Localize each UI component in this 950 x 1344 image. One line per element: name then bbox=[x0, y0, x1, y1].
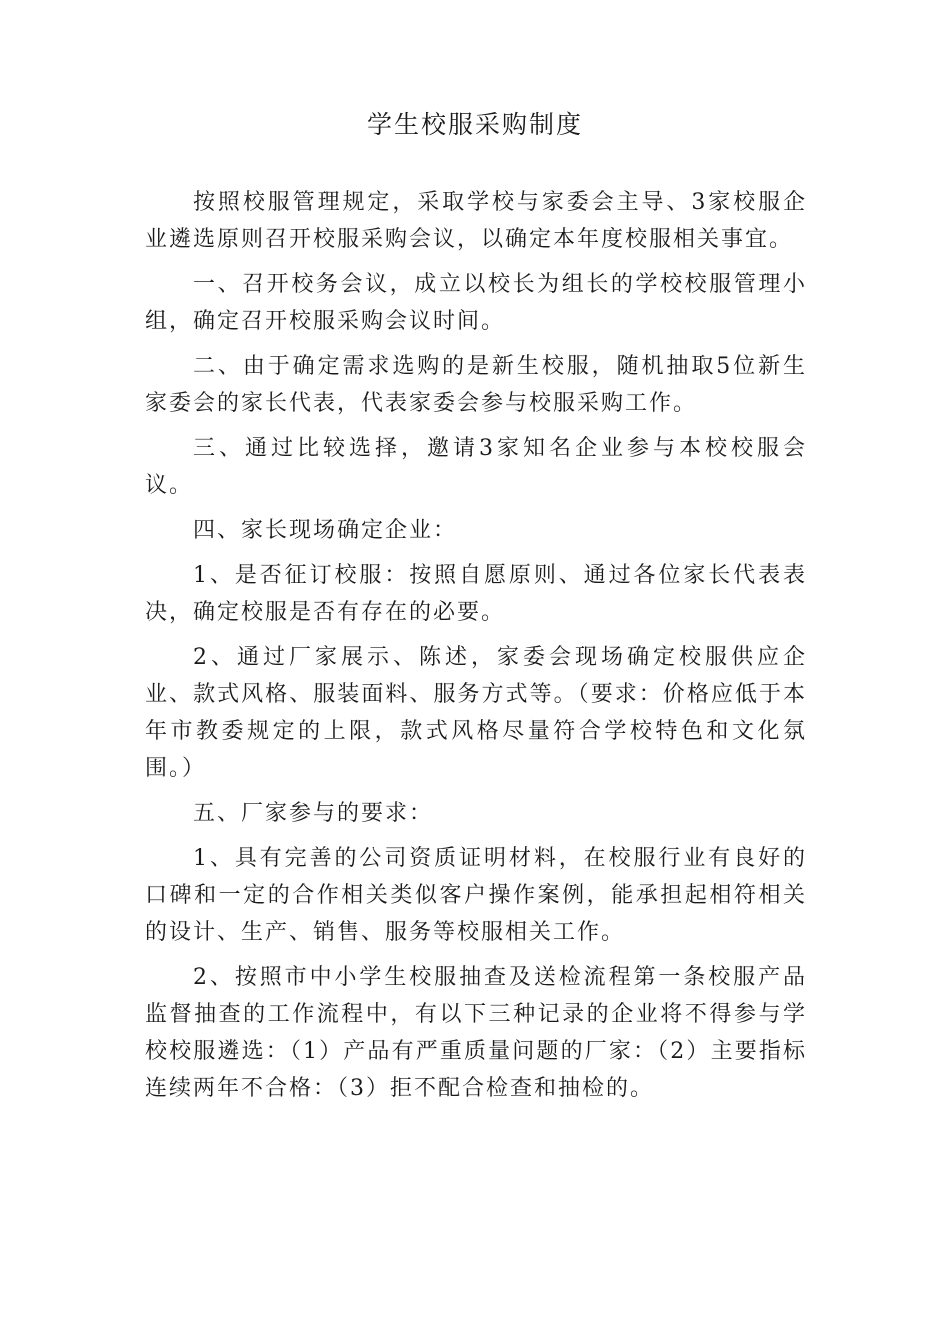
paragraph-section-4-heading: 四、家长现场确定企业： bbox=[193, 518, 458, 543]
paragraph-intro: 按照校服管理规定，采取学校与家委会主导、3家校服企业遴选原则召开校服采购会议，以确定本年度校服相关事宜。 bbox=[145, 190, 807, 252]
paragraph-section-2: 二、由于确定需求选购的是新生校服，随机抽取5位新生家委会的家长代表，代表家委会参与校服采购工作。 bbox=[145, 354, 807, 416]
paragraph-section-5-item-1: 1、具有完善的公司资质证明材料，在校服行业有良好的口碑和一定的合作相关类似客户操作案例，能承担起相符相关的设计、生产、销售、服务等校服相关工作。 bbox=[145, 846, 807, 945]
paragraph-section-3: 三、通过比较选择，邀请3家知名企业参与本校校服会议。 bbox=[145, 436, 807, 498]
paragraph-section-4-item-1: 1、是否征订校服：按照自愿原则、通过各位家长代表表决，确定校服是否有存在的必要。 bbox=[145, 563, 807, 625]
paragraph-section-4-item-2: 2、通过厂家展示、陈述，家委会现场确定校服供应企业、款式风格、服装面料、服务方式等。（要求：价格应低于本年市教委规定的上限，款式风格尽量符合学校特色和文化氛围。） bbox=[145, 645, 807, 781]
paragraph-section-5-heading: 五、厂家参与的要求： bbox=[193, 801, 434, 826]
paragraph-section-5-item-2: 2、按照市中小学生校服抽查及送检流程第一条校服产品监督抽查的工作流程中，有以下三种记录的企业将不得参与学校校服遴选：（1）产品有严重质量问题的厂家：（2）主要指标连续两年不合格：（3）拒不配合检查和抽检的。 bbox=[145, 965, 807, 1101]
document-body bbox=[145, 184, 807, 1115]
document-title: 学生校服采购制度 bbox=[366, 110, 583, 139]
paragraph-section-1: 一、召开校务会议，成立以校长为组长的学校校服管理小组，确定召开校服采购会议时间。 bbox=[145, 272, 807, 334]
